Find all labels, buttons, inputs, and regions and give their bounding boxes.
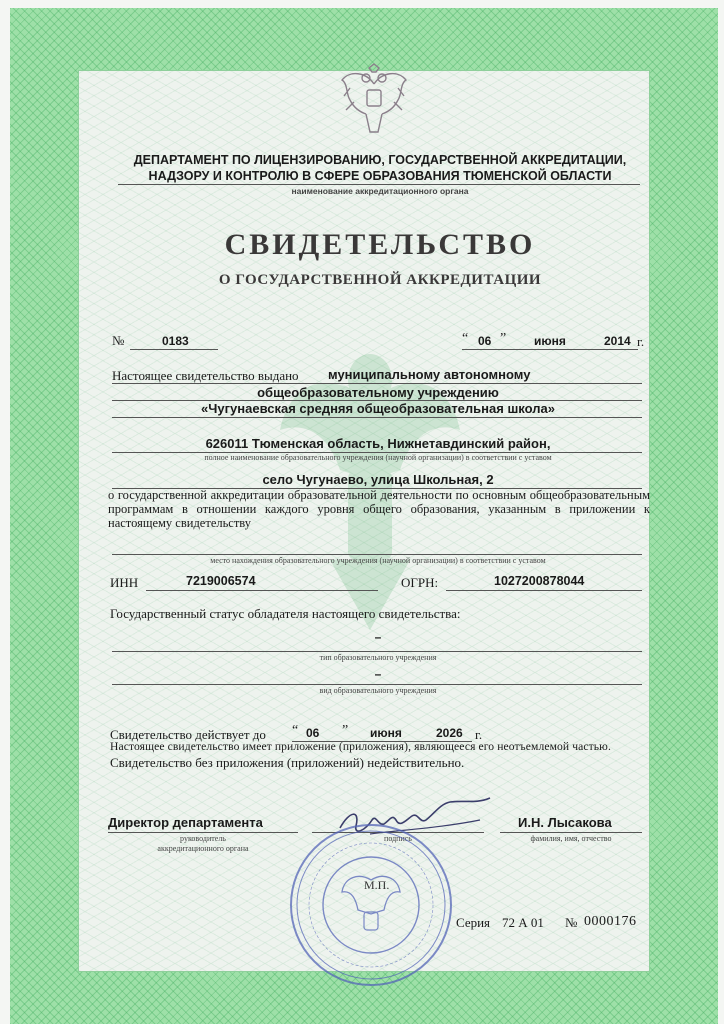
ogrn-label: ОГРН:	[401, 575, 439, 590]
authority-underline	[118, 184, 640, 185]
issued-to-prefix: Настоящее свидетельство выдано	[112, 368, 299, 383]
series-label: Серия	[456, 915, 491, 930]
type-underline	[112, 651, 642, 652]
ogrn-value: 1027200878044	[494, 574, 585, 588]
kind-caption: вид образовательного учреждения	[319, 686, 437, 695]
kind-underline	[112, 684, 642, 685]
signatory-position: Директор департамента	[108, 815, 263, 830]
series-number: 0000176	[584, 914, 637, 929]
issued-to-underline-3	[112, 417, 642, 418]
status-label: Государственный статус обладателя настоящего свидетельства:	[110, 606, 461, 621]
location-underline	[112, 554, 642, 555]
validity-note-1: Настоящее свидетельство имеет приложение (приложения), являющееся его неотъемлемой частью.	[110, 740, 611, 753]
certificate-number: 0183	[162, 334, 189, 348]
issue-month: июня	[534, 334, 566, 348]
number-underline	[130, 349, 218, 350]
full-name-caption: полное наименование образовательного учреждения (научной организации) в соответствии с уставом	[204, 453, 552, 462]
validity-quote-open: “	[292, 723, 299, 738]
issue-year: 2014	[604, 334, 631, 348]
validity-note-2: Свидетельство без приложения (приложений) недействительно.	[110, 755, 465, 770]
authority-line-1: ДЕПАРТАМЕНТ ПО ЛИЦЕНЗИРОВАНИЮ, ГОСУДАРСТВЕННОЙ АККРЕДИТАЦИИ,	[133, 153, 627, 167]
validity-quote-close: ”	[342, 723, 349, 738]
number-label: №	[112, 333, 125, 348]
name-underline	[500, 832, 642, 833]
inn-value: 7219006574	[186, 574, 256, 588]
validity-prefix: Свидетельство действует до	[110, 727, 266, 742]
coat-of-arms-emblem	[336, 62, 412, 140]
validity-month: июня	[370, 726, 402, 740]
issued-to-line-1: муниципальному автономному	[328, 367, 531, 382]
series-value: 72 А 01	[502, 915, 544, 930]
issue-year-suffix: г.	[637, 334, 645, 349]
stamp-placeholder-label: М.П.	[364, 878, 390, 892]
issue-quote-open: “	[462, 331, 469, 346]
location-caption: место нахождения образовательного учреждения (научной организации) в соответствии с уставом	[210, 556, 546, 565]
signature-caption: подпись	[384, 834, 412, 843]
issued-to-line-5: село Чугунаево, улица Школьная, 2	[262, 472, 494, 487]
position-caption-2: аккредитационного органа	[157, 844, 249, 853]
document-title: СВИДЕТЕЛЬСТВО	[224, 228, 536, 261]
series-number-label: №	[565, 915, 578, 930]
inn-label: ИНН	[110, 575, 139, 590]
issued-to-line-4: 626011 Тюменская область, Нижнетавдинский район,	[205, 436, 551, 451]
validity-year-suffix: г.	[475, 727, 483, 742]
validity-year: 2026	[436, 726, 463, 740]
authority-line-2: НАДЗОРУ И КОНТРОЛЮ В СФЕРЕ ОБРАЗОВАНИЯ ТЮМЕНСКОЙ ОБЛАСТИ	[148, 169, 612, 183]
ogrn-underline	[446, 590, 642, 591]
signatory-name: И.Н. Лысакова	[518, 815, 612, 830]
issue-quote-close: ”	[500, 331, 507, 346]
position-caption-1: руководитель	[180, 834, 226, 843]
accreditation-body-text: о государственной аккредитации образовательной деятельности по основным общеобразовательным программам в отношении каждого уровня общего образования, указанным в приложении к настоящему свидетельству	[108, 488, 650, 530]
inn-underline	[146, 590, 378, 591]
institution-type-value: –	[374, 630, 382, 644]
authority-caption: наименование аккредитационного органа	[291, 186, 469, 196]
type-caption: тип образовательного учреждения	[319, 653, 437, 662]
issue-day: 06	[478, 334, 492, 348]
document-subtitle: О ГОСУДАРСТВЕННОЙ АККРЕДИТАЦИИ	[218, 272, 542, 288]
official-seal-stamp	[286, 820, 456, 990]
date-underline	[462, 349, 638, 350]
validity-day: 06	[306, 726, 320, 740]
issued-to-line-2: общеобразовательному учреждению	[257, 385, 499, 400]
position-underline	[108, 832, 298, 833]
institution-kind-value: –	[374, 667, 382, 681]
issued-to-underline-1	[112, 383, 642, 384]
issued-to-line-3: «Чугунаевская средняя общеобразовательная школа»	[201, 401, 555, 416]
name-caption: фамилия, имя, отчество	[530, 834, 612, 843]
